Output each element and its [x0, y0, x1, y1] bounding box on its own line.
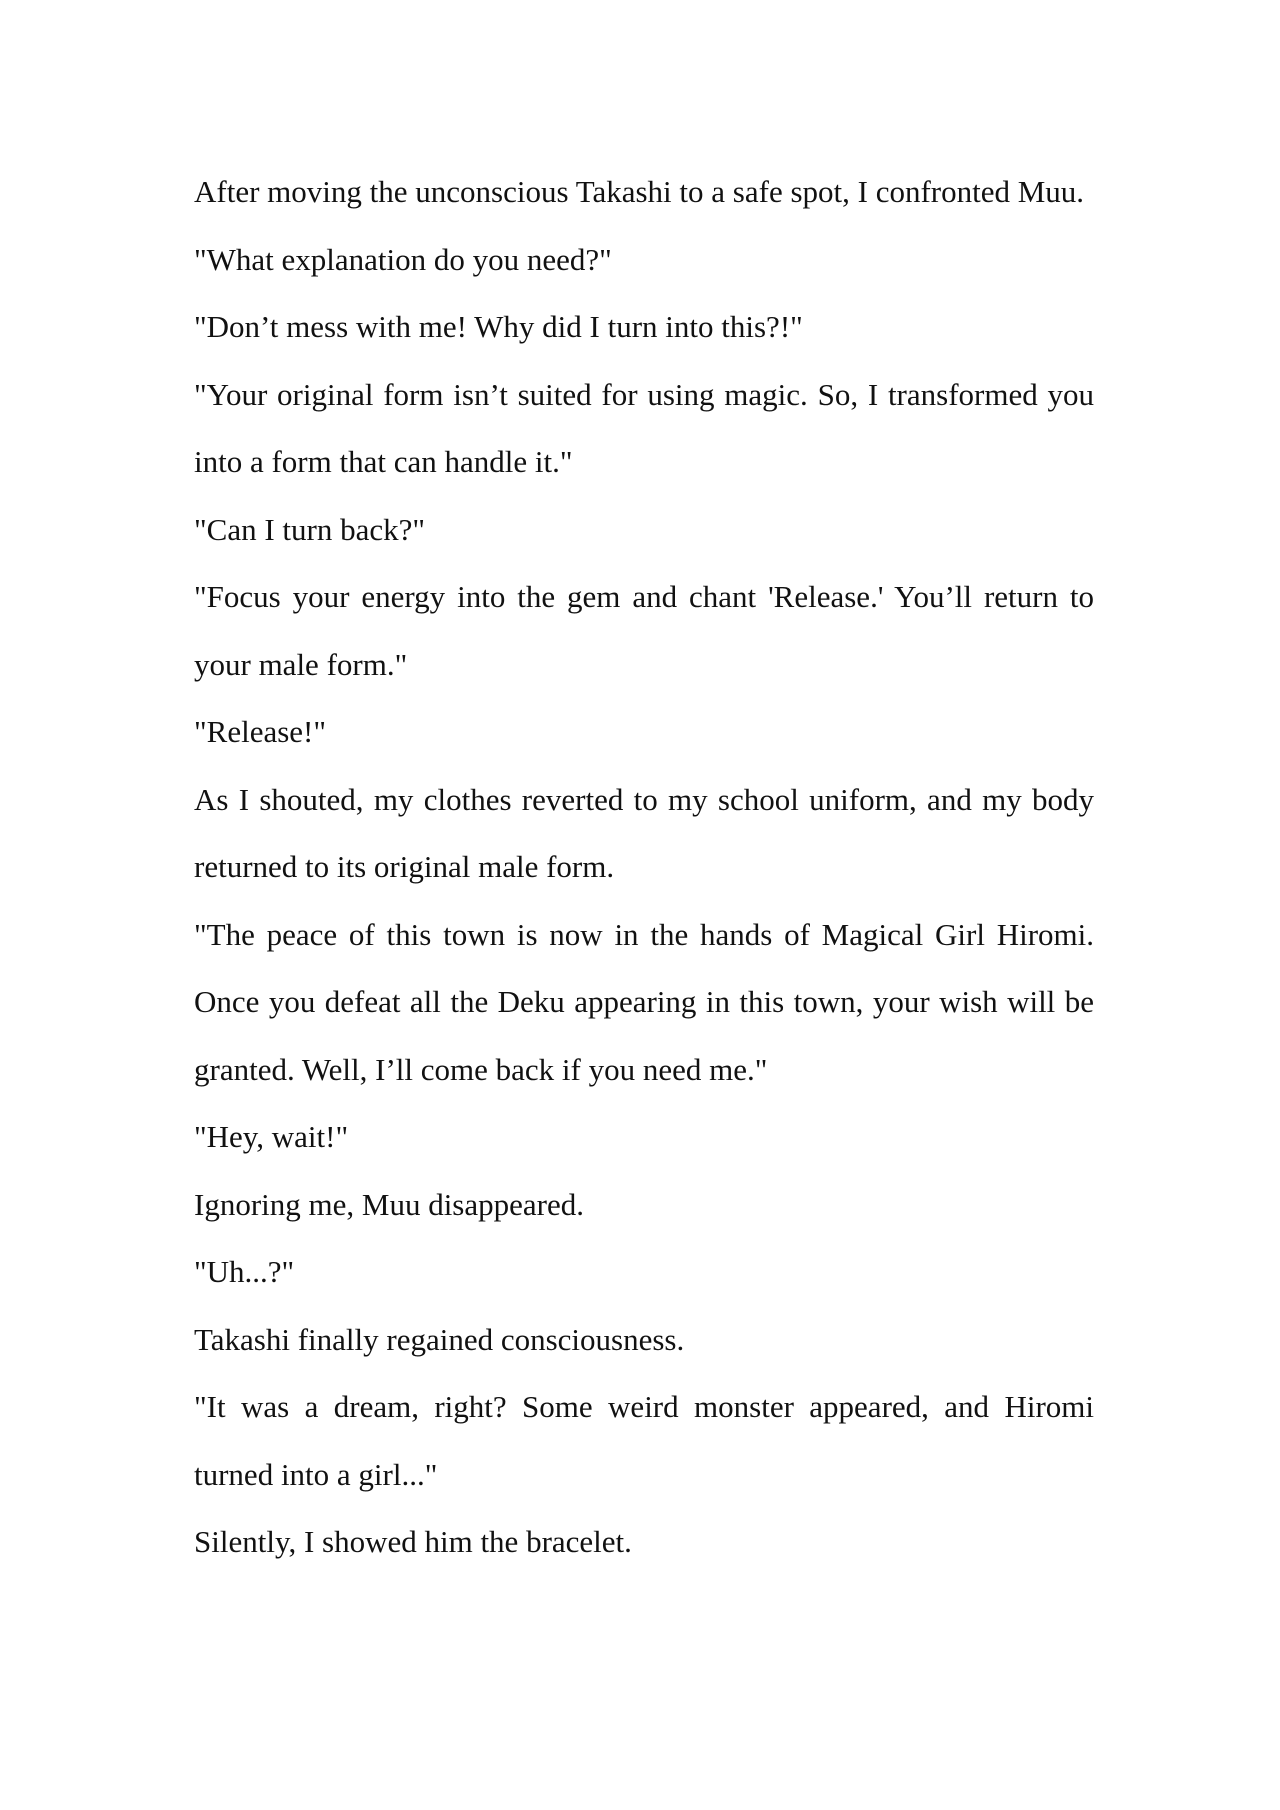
paragraph: Takashi finally regained consciousness.	[194, 1321, 685, 1357]
paragraph: "Release!"	[194, 714, 327, 749]
paragraph: As I shouted, my clothes reverted to my school uniform, and my body returned to its original male form.	[194, 781, 1094, 884]
paragraph: "Uh...?"	[194, 1254, 295, 1289]
paragraph: "Hey, wait!"	[194, 1119, 349, 1154]
paragraph: "What explanation do you need?"	[194, 241, 612, 277]
paragraph: Silently, I showed him the bracelet.	[194, 1524, 632, 1559]
document-body	[194, 158, 1094, 1576]
paragraph: "Can I turn back?"	[194, 511, 426, 547]
paragraph: "It was a dream, right? Some weird monster appeared, and Hiromi turned into a girl..."	[194, 1389, 1094, 1492]
paragraph: "Focus your energy into the gem and chant 'Release.' You’ll return to your male form."	[194, 579, 1094, 682]
paragraph: "Your original form isn’t suited for using magic. So, I transformed you into a form that can handle it."	[194, 376, 1094, 479]
paragraph: After moving the unconscious Takashi to a safe spot, I confronted Muu.	[194, 174, 1085, 209]
paragraph: "Don’t mess with me! Why did I turn into this?!"	[194, 309, 803, 344]
paragraph: Ignoring me, Muu disappeared.	[194, 1186, 584, 1222]
paragraph: "The peace of this town is now in the hands of Magical Girl Hiromi. Once you defeat all the Deku appearing in this town, your wish will be granted. Well, I’ll come back if you need me."	[194, 916, 1094, 1087]
